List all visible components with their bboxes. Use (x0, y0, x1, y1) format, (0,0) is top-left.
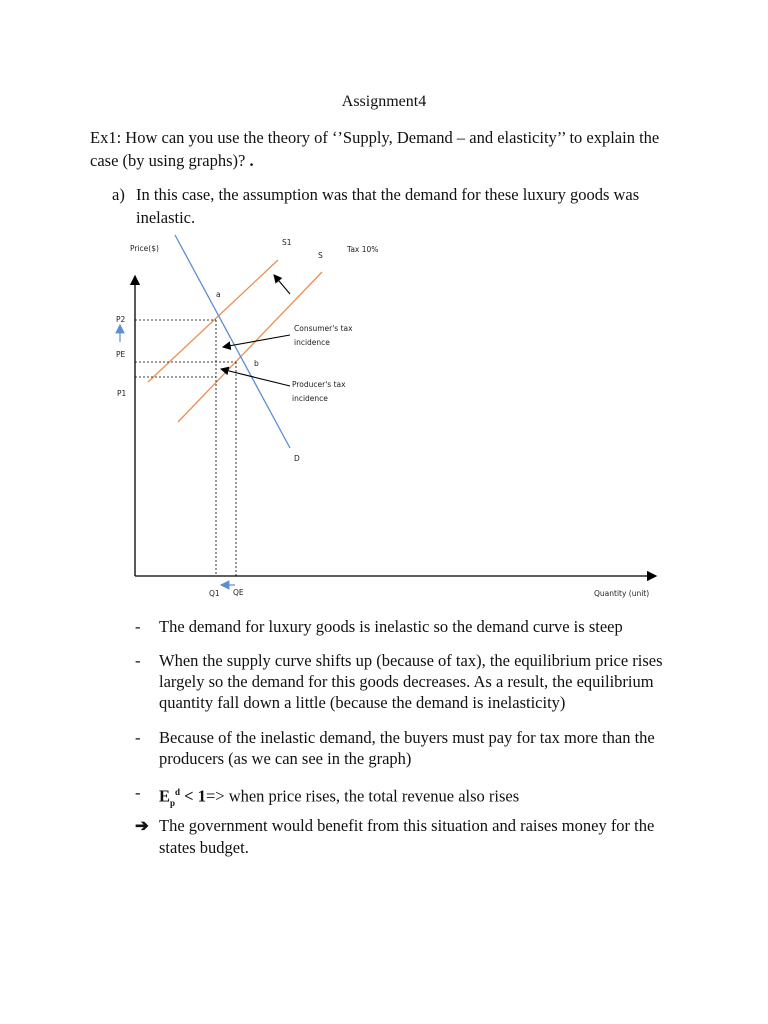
doc-title: Assignment4 (341, 93, 427, 110)
question-text (90, 126, 690, 172)
s-label: S (318, 251, 323, 260)
bullet-3 (135, 727, 695, 769)
supply-demand-graph (100, 230, 680, 610)
elasticity-sup: d (175, 787, 181, 797)
arrow-right-icon: ➔ (135, 816, 149, 835)
elasticity-sub: p (170, 797, 176, 808)
bullet-1 (135, 616, 695, 637)
sub-question-label: a) (112, 185, 125, 204)
question-body: Ex1: How can you use the theory of ‘’Supply, Demand – and elasticity’’ to explain the case (by using graphs)? (90, 128, 660, 170)
bullet-dash: - (135, 783, 141, 802)
producer-incidence-line1: Producer's tax (292, 380, 346, 389)
consumer-incidence-line1: Consumer's tax (294, 324, 353, 333)
elasticity-rest: => when price rises, the total revenue also rises (205, 786, 520, 806)
consumer-incidence-line2: incidence (294, 338, 330, 347)
conclusion-text: The government would benefit from this situation and raises money for the states budget. (159, 816, 655, 857)
tax-label: Tax 10% (347, 245, 379, 254)
bullet-dash: - (135, 651, 141, 670)
x-axis-label: Quantity (unit) (594, 589, 650, 598)
bullet-dash: - (135, 617, 141, 636)
producer-incidence-line2: incidence (292, 394, 328, 403)
bullet-text: The demand for luxury goods is inelastic so the demand curve is steep (159, 617, 623, 636)
consumer-incidence-arrow (223, 335, 290, 347)
s1-label: S1 (282, 238, 292, 247)
elasticity-condition: < 1 (180, 786, 206, 806)
demand-curve (175, 235, 290, 448)
bullet-text: When the supply curve shifts up (because of tax), the equilibrium price rises largely so the demand for this goods decreases. As a result, the equilibrium quantity fall down a little (because the demand is inelasticity) (159, 651, 663, 712)
bullet-dash: - (135, 728, 141, 747)
pe-label: PE (116, 350, 126, 359)
d-label: D (294, 454, 300, 463)
q1-label: Q1 (209, 589, 220, 598)
y-axis-label: Price($) (130, 244, 159, 253)
p1-label: P1 (117, 389, 127, 398)
qe-label: QE (233, 588, 244, 597)
bullet-text: Because of the inelastic demand, the buyers must pay for tax more than the producers (as we can see in the graph) (159, 728, 655, 768)
conclusion (135, 815, 695, 859)
sub-question-a (112, 183, 692, 229)
elasticity-symbol: E (159, 786, 171, 806)
point-a-label: a (216, 290, 221, 299)
sub-question-text: In this case, the assumption was that the demand for these luxury goods was inelastic. (136, 185, 640, 227)
point-b-label: b (254, 359, 259, 368)
supply-shift-arrow (274, 275, 290, 294)
bullet-elasticity (135, 782, 695, 814)
bullet-2 (135, 650, 695, 713)
elasticity-text (159, 782, 695, 814)
question-dot: . (249, 151, 254, 170)
p2-label: P2 (116, 315, 126, 324)
